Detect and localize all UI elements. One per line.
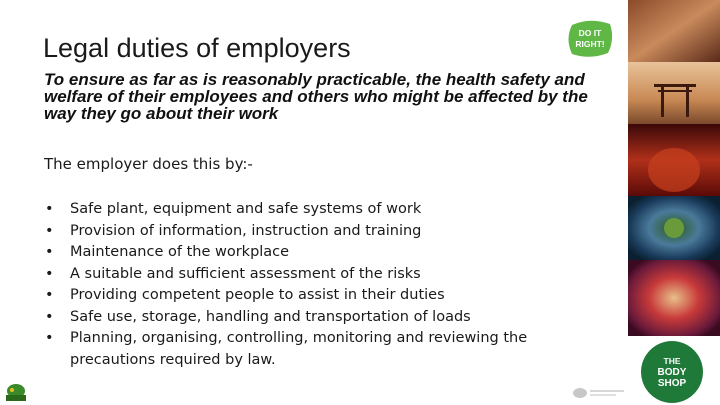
bottom-left-logo-icon: [4, 382, 28, 402]
brand-logo-line-1: THE: [663, 356, 681, 366]
brand-logo-line-2: BODY: [657, 367, 687, 378]
bottom-right-logo-icon: [572, 384, 628, 402]
list-item-text: Planning, organising, controlling, monitoring and reviewing the precautions required by law.: [70, 330, 528, 368]
list-item: [44, 242, 584, 264]
bullet-icon: •: [45, 308, 54, 325]
fig-photo: [628, 260, 720, 336]
decorative-photo-strip: [628, 0, 720, 405]
list-item-text: Providing competent people to assist in their duties: [70, 287, 445, 303]
badge-line-2: RIGHT!: [575, 39, 605, 49]
slide-title: Legal duties of employers: [43, 33, 351, 63]
slide-subtitle: To ensure as far as is reasonably practicable, the health safety and welfare of their employees and others who might be affected by the way they go about their work: [44, 70, 588, 123]
list-item: [44, 199, 584, 221]
bullet-icon: •: [45, 265, 54, 282]
intro-text: The employer does this by:-: [44, 155, 253, 173]
bullet-icon: •: [45, 330, 54, 346]
bullet-icon: •: [45, 201, 54, 217]
list-item: [44, 264, 584, 286]
list-item-text: Maintenance of the workplace: [70, 244, 290, 260]
list-item: [44, 285, 584, 307]
bullet-icon: •: [45, 222, 54, 239]
brand-logo-line-3: SHOP: [657, 378, 687, 389]
skin-photo: [628, 0, 720, 62]
bullet-icon: •: [45, 244, 54, 260]
do-it-right-badge: [566, 19, 614, 59]
list-item-text: Provision of information, instruction and training: [70, 222, 422, 239]
sunset-photo: [628, 62, 720, 124]
list-item: [44, 307, 584, 329]
list-item: [44, 328, 584, 371]
bullet-icon: •: [45, 287, 54, 303]
list-item-text: Safe use, storage, handling and transportation of loads: [70, 308, 471, 325]
list-item: [44, 221, 584, 243]
list-item-text: A suitable and sufficient assessment of the risks: [70, 265, 421, 282]
duties-list: [44, 199, 584, 371]
list-item-text: Safe plant, equipment and safe systems of work: [70, 201, 422, 217]
badge-line-1: DO IT: [578, 28, 602, 38]
